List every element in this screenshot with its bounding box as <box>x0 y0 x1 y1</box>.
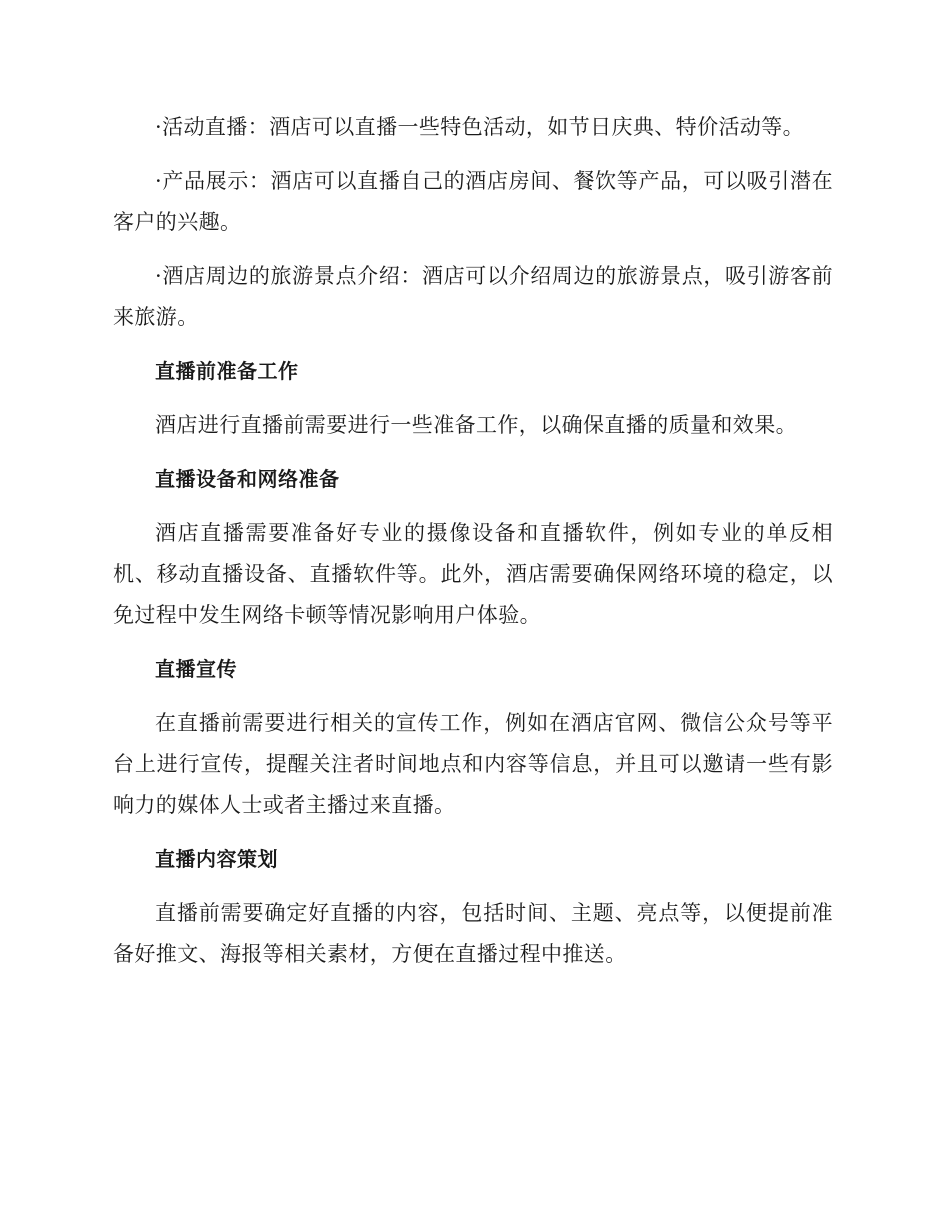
heading-prep-work: 直播前准备工作 <box>155 359 299 383</box>
heading-promotion: 直播宣传 <box>155 657 237 681</box>
bullet-tourist-attractions: ·酒店周边的旅游景点介绍：酒店可以介绍周边的旅游景点，吸引游客前来旅游。 <box>113 264 833 329</box>
heading-content-planning: 直播内容策划 <box>155 847 278 871</box>
bullet-live-events: ·活动直播：酒店可以直播一些特色活动，如节日庆典、特价活动等。 <box>155 115 805 139</box>
bullet-product-showcase: ·产品展示：酒店可以直播自己的酒店房间、餐饮等产品，可以吸引潜在客户的兴趣。 <box>113 169 833 234</box>
document-body <box>113 107 833 988</box>
paragraph-promotion: 在直播前需要进行相关的宣传工作，例如在酒店官网、微信公众号等平台上进行宣传，提醒关注者时间地点和内容等信息，并且可以邀请一些有影响力的媒体人士或者主播过来直播。 <box>113 711 833 817</box>
paragraph-equipment-network: 酒店直播需要准备好专业的摄像设备和直播软件，例如专业的单反相机、移动直播设备、直播软件等。此外，酒店需要确保网络环境的稳定，以免过程中发生网络卡顿等情况影响用户体验。 <box>113 521 833 627</box>
paragraph-content-planning: 直播前需要确定好直播的内容，包括时间、主题、亮点等，以便提前准备好推文、海报等相关素材，方便在直播过程中推送。 <box>113 901 833 966</box>
paragraph-prep-work: 酒店进行直播前需要进行一些准备工作，以确保直播的质量和效果。 <box>155 413 797 437</box>
heading-equipment-network: 直播设备和网络准备 <box>155 467 340 491</box>
